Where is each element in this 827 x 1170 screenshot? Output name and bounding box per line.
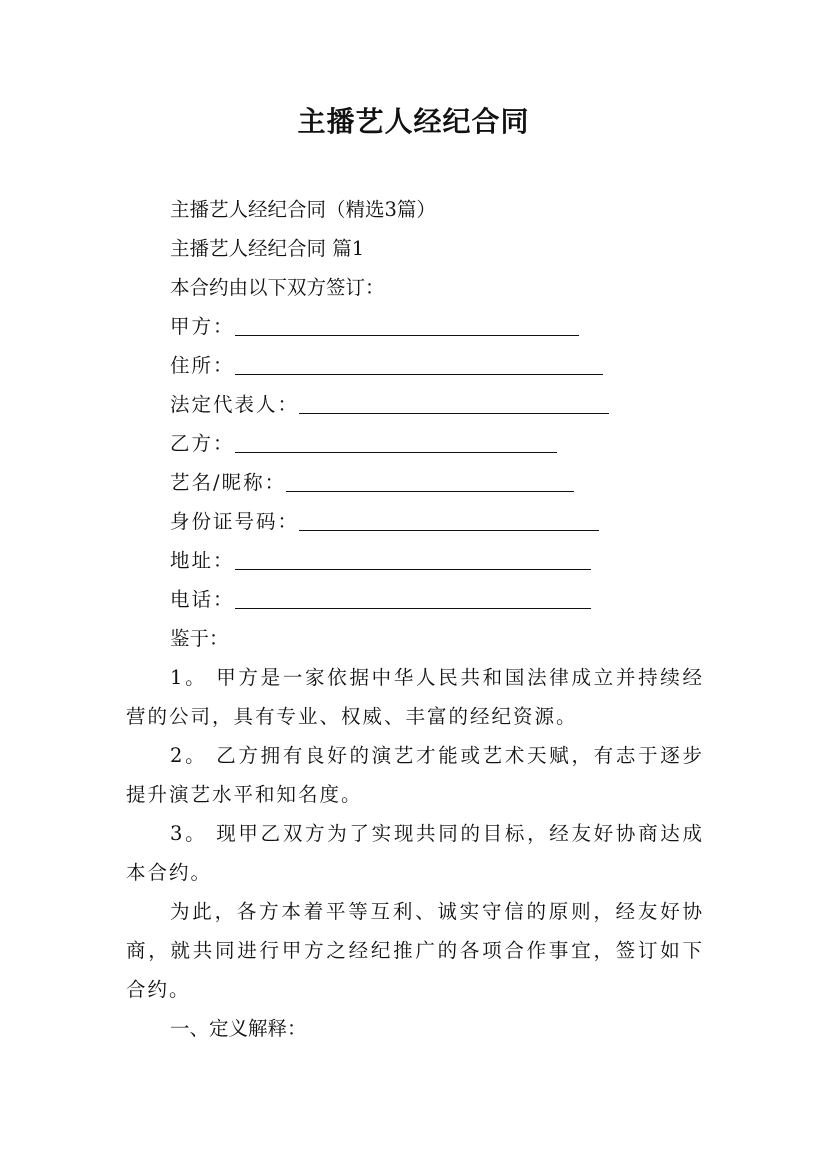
whereas-heading: 鉴于： (170, 627, 229, 650)
clause-3: 3。 现甲乙双方为了实现共同的目标，经友好协商达成本合约。 (126, 822, 704, 884)
id-number-label: 身份证号码： (170, 510, 300, 533)
clause-1: 1。 甲方是一家依据中华人民共和国法律成立并持续经营的公司，具有专业、权威、丰富的经纪资源。 (126, 666, 704, 728)
address-field (126, 346, 704, 385)
conclusion-paragraph: 为此，各方本着平等互利、诚实守信的原则，经友好协商，就共同进行甲方之经纪推广的各项合作事宜，签订如下合约。 (126, 900, 704, 1001)
party-b-label: 乙方： (170, 432, 235, 455)
address-label: 住所： (170, 354, 235, 377)
address-blank[interactable] (235, 352, 603, 375)
document-body (126, 190, 704, 1048)
phone-blank[interactable] (235, 586, 591, 609)
party-a-blank[interactable] (235, 313, 579, 336)
document-title: 主播艺人经纪合同 (297, 105, 530, 138)
id-number-blank[interactable] (299, 508, 599, 531)
stage-name-label: 艺名/昵称： (170, 471, 287, 494)
legal-rep-blank[interactable] (299, 391, 609, 414)
id-number-field (126, 502, 704, 541)
legal-rep-label: 法定代表人： (170, 393, 300, 416)
party-b-field (126, 424, 704, 463)
stage-name-field (126, 463, 704, 502)
intro-text: 本合约由以下双方签订： (170, 276, 385, 299)
party-a-field (126, 307, 704, 346)
document-subtitle: 主播艺人经纪合同（精选3篇） (170, 198, 436, 221)
stage-name-blank[interactable] (286, 469, 574, 492)
party-b-blank[interactable] (235, 430, 557, 453)
location-label: 地址： (170, 549, 235, 572)
location-field (126, 541, 704, 580)
legal-rep-field (126, 385, 704, 424)
clause-2: 2。 乙方拥有良好的演艺才能或艺术天赋，有志于逐步提升演艺水平和知名度。 (126, 744, 704, 806)
section-heading: 主播艺人经纪合同 篇1 (170, 237, 365, 260)
party-a-label: 甲方： (170, 315, 235, 338)
phone-label: 电话： (170, 588, 235, 611)
phone-field (126, 580, 704, 619)
definitions-heading: 一、定义解释： (170, 1017, 307, 1040)
location-blank[interactable] (235, 547, 591, 570)
